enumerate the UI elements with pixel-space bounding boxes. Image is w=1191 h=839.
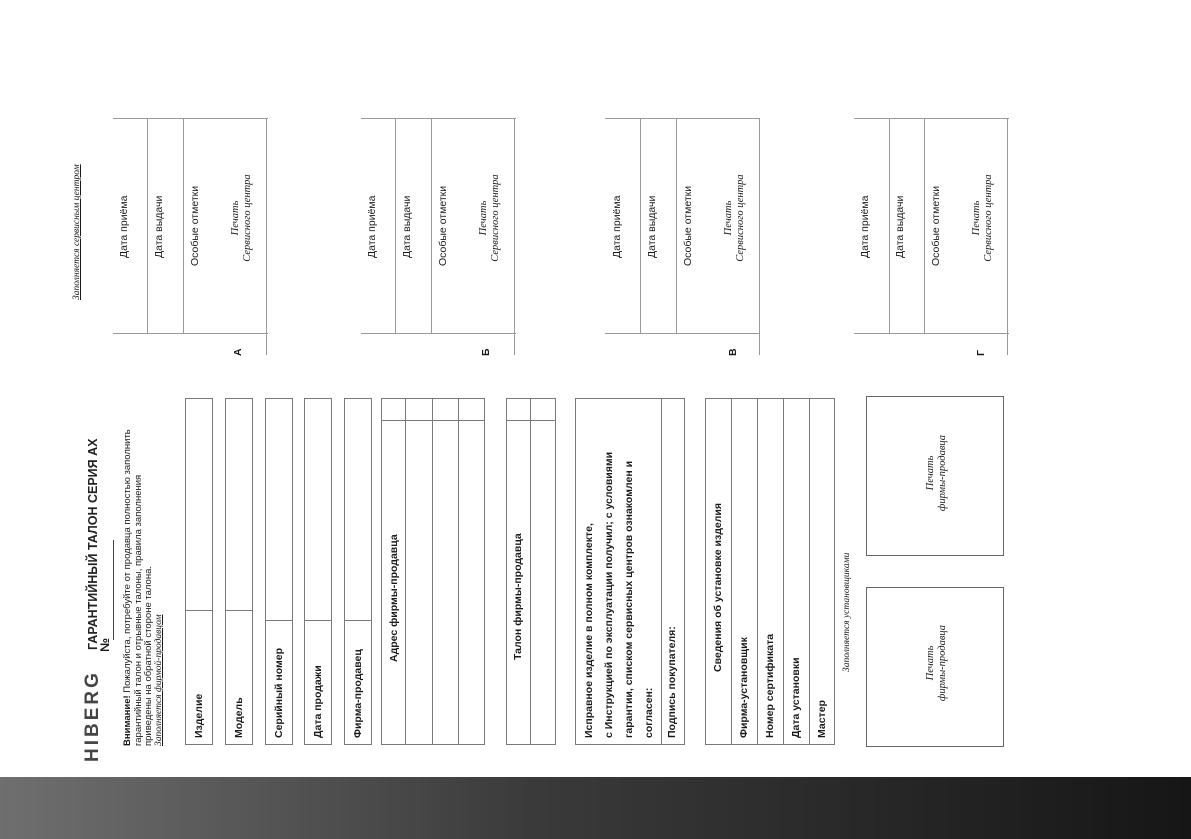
- coupon-b-special-notes: Особые отметки: [437, 185, 449, 266]
- fill-note-installer: Заполняется установщиками: [842, 552, 852, 672]
- coupon-g-special-notes: Особые отметки: [930, 185, 942, 266]
- coupon-a-receive-date: Дата приёма: [118, 195, 130, 258]
- sale-date-label: Дата продажи: [312, 665, 324, 738]
- coupon-v-issue-date: Дата выдачи: [646, 195, 658, 258]
- coupon-a-special-notes: Особые отметки: [189, 185, 201, 266]
- model-label: Модель: [233, 697, 245, 738]
- coupon-v-receive-date: Дата приёма: [611, 195, 623, 258]
- coupon-g-receive-date: Дата приёма: [859, 195, 871, 258]
- installation-title: Сведения об установке изделия: [712, 503, 724, 672]
- coupon-a-issue-date: Дата выдачи: [153, 195, 165, 258]
- coupon-b-issue-date: Дата выдачи: [401, 195, 413, 258]
- warning-line-3: приведены на обратной стороне талона.: [143, 565, 154, 746]
- warning-bold: Внимание!: [122, 695, 133, 746]
- hiberg-logo: HIBERG: [82, 670, 103, 762]
- certificate-number-label: Номер сертификата: [764, 633, 776, 738]
- warning-line-2: гарантийный талон и отрывные талоны, правила заполнения: [133, 474, 144, 746]
- coupon-a-letter: А: [232, 348, 244, 356]
- coupon-v-special-notes: Особые отметки: [682, 185, 694, 266]
- coupon-v-letter: В: [727, 348, 739, 356]
- coupon-g-issue-date: Дата выдачи: [894, 195, 906, 258]
- installer-company-label: Фирма-установщик: [738, 637, 750, 738]
- coupon-g-letter: Г: [975, 350, 987, 356]
- coupon-b-stamp: Печать Сервисного центра: [478, 174, 501, 262]
- coupon-v-stamp: Печать Сервисного центра: [723, 174, 746, 262]
- seller-label: Фирма-продавец: [352, 649, 364, 738]
- product-label: Изделие: [193, 693, 205, 738]
- warning-line-1: Пожалуйста, потребуйте от продавца полностью заполнить: [122, 429, 133, 693]
- card-number-underline: [113, 540, 114, 640]
- card-title: ГАРАНТИЙНЫЙ ТАЛОН СЕРИЯ АХ: [86, 438, 100, 650]
- model-field[interactable]: [225, 398, 253, 745]
- warning-text: [123, 429, 133, 746]
- seller-address-title: Адрес фирмы-продавца: [388, 534, 400, 662]
- coupon-b-receive-date: Дата приёма: [366, 195, 378, 258]
- coupon-b-letter: Б: [480, 348, 492, 356]
- footer-bar: [0, 777, 1191, 839]
- agreement-line-3: гарантии, списком сервисных центров ознакомлен и: [623, 460, 635, 738]
- fill-note-seller: Заполняется фирмой-продавцом: [154, 614, 164, 746]
- agreement-line-4: согласен:: [643, 687, 655, 738]
- buyer-signature-label: Подпись покупателя:: [666, 626, 678, 738]
- master-label: Мастер: [816, 700, 828, 738]
- serial-label: Серийный номер: [273, 647, 285, 738]
- seller-stamp-1: Печать фирмы-продавца: [925, 624, 948, 702]
- agreement-line-1: Исправное изделие в полном комплекте,: [583, 523, 595, 738]
- install-date-label: Дата установки: [790, 657, 802, 738]
- seller-coupon-title: Талон фирмы-продавца: [512, 533, 524, 660]
- fill-note-service: Заполняется сервисным центром: [72, 164, 82, 300]
- seller-stamp-2: Печать фирмы-продавца: [925, 434, 948, 512]
- coupon-g-stamp: Печать Сервисного центра: [971, 174, 994, 262]
- agreement-line-2: с Инструкцией по эксплуатации получил; с условиями: [603, 451, 615, 738]
- coupon-a-stamp: Печать Сервисного центра: [230, 174, 253, 262]
- card-number-label: №: [98, 638, 112, 652]
